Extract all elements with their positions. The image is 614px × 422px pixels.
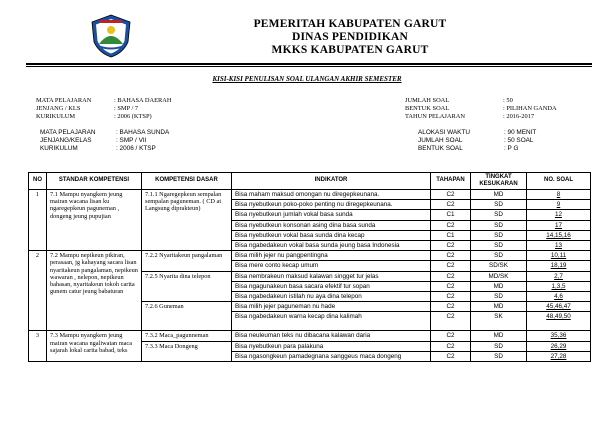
standar-kompetensi-cell: 7.2 Mampu nepikeun pikiran, perasaan, jg kahayang sacara lisan nyaritakeun pangalaman, nepikeun wawaran , nelepon, nepikeun bahasan, nyaritakeun tokoh carita gunem catur jeung babaturan [47,251,142,331]
header-rule-thick [26,63,592,65]
indikator-cell: Bisa mere conto kecap umum [232,261,431,271]
indikator-cell: Bisa nyebutkeun para palakuna [232,341,431,351]
tahapan-cell: C2 [431,200,471,210]
tingkat-cell: SK [471,312,527,331]
meta-key: KURIKULUM [40,145,78,153]
tahapan-cell: C2 [431,251,471,261]
tahapan-cell: C2 [431,271,471,281]
indikator-cell: Bisa ngabedakeun istilah nu aya dina telepon [232,292,431,302]
tingkat-cell: MD/SK [471,271,527,281]
meta-value: : P G [504,145,519,153]
meta-left-block-2 [40,129,169,154]
tingkat-cell: MD [471,281,527,291]
col-header-no: NO [29,173,47,190]
indikator-cell: Bisa milih jejer nu pangpentingna [232,251,431,261]
meta-value: : SMP / 7 [114,105,139,113]
tingkat-cell: SD [471,292,527,302]
tingkat-cell: MD [471,331,527,341]
meta-key: JUMLAH SOAL [405,97,450,104]
col-header-standar-kompetensi: STANDAR KOMPETENSI [47,173,142,190]
indikator-cell: Bisa nyebutkeun vokal basa sunda dina kecap [232,230,431,240]
garut-regency-emblem-icon [90,14,132,58]
header-line-2: DINAS PENDIDIKAN [292,31,408,43]
tingkat-cell: MD [471,302,527,312]
indikator-cell: Bisa nyebutkeun konsonan asing dina basa sunda [232,220,431,230]
meta-key: BENTUK SOAL [418,145,463,153]
kompetensi-dasar-cell: 7.3.2 Maca_pagunneman [142,331,232,341]
no-soal-cell: 14,15,16 [527,230,591,240]
tingkat-cell: SD [471,220,527,230]
indikator-cell: Bisa ngagunakeun basa sacara efektif tur sopan [232,281,431,291]
col-header-tingkat-kesukaran: TINGKAT KESUKARAN [471,173,527,190]
tingkat-cell: SD [471,351,527,361]
meta-key: JUMLAH SOAL [418,137,463,145]
tingkat-cell: SD [471,341,527,351]
tahapan-cell: C1 [431,210,471,220]
no-soal-cell: 48,49,50 [527,312,591,331]
indikator-cell: Bisa neuleuman teks nu dibacana kalawan daria [232,331,431,341]
no-soal-cell: 1,3,5 [527,281,591,291]
header-line-3: MKKS KABUPATEN GARUT [271,44,429,56]
kompetensi-dasar-cell: 7.2.2 Nyaritakeun pangalaman [142,251,232,271]
meta-value: : 90 MENIT [504,129,537,136]
no-soal-cell: 17 [527,220,591,230]
row-number: 3 [29,331,47,362]
tahapan-cell: C2 [431,241,471,251]
tingkat-cell: SD [471,210,527,220]
meta-value: : PILIHAN GANDA [503,105,557,113]
indikator-cell: Bisa nyebutkeun jumlah vokal basa sunda [232,210,431,220]
meta-key: JENJANG/KELAS [40,137,92,145]
indikator-cell: Bisa ngabedakeun vokal basa sunda jeung basa Indonesia [232,241,431,251]
tahapan-cell: C2 [431,220,471,230]
no-soal-cell: 12 [527,210,591,220]
meta-key: KURIKULUM [36,113,76,121]
meta-value: : SMP / VII [116,137,147,145]
meta-value: : 2006 (KTSP) [114,113,152,121]
tahapan-cell: C2 [431,292,471,302]
meta-key: BENTUK SOAL [405,105,450,113]
tahapan-cell: C2 [431,341,471,351]
tingkat-cell: SD [471,241,527,251]
document-title: KISI-KISI PENULISAN SOAL ULANGAN AKHIR SEMESTER [212,75,402,83]
tingkat-cell: SD [471,200,527,210]
indikator-cell: Bisa ngasongkeun pamadegnana sanggeus maca dongeng [232,351,431,361]
row-number: 1 [29,190,47,251]
col-header-kompetensi-dasar: KOMPETENSI DASAR [142,173,232,190]
meta-value: : 50 [503,97,513,104]
meta-value: : 2006 / KTSP [116,145,156,153]
tahapan-cell: C2 [431,281,471,291]
meta-right-block-2 [418,129,536,154]
col-header-tahapan: TAHAPAN [431,173,471,190]
no-soal-cell: 18,19 [527,261,591,271]
tingkat-cell: SD [471,251,527,261]
indikator-cell: Bisa ngabedakeun warna kecap dina kalimah [232,312,431,331]
no-soal-cell: 4,6 [527,292,591,302]
tahapan-cell: C2 [431,312,471,331]
kompetensi-dasar-cell: 7.2.6 Guneman [142,302,232,331]
no-soal-cell: 8 [527,190,591,200]
indikator-cell: Bisa nembrakeun maksud kalawan singget tur jelas [232,271,431,281]
meta-key: MATA PELAJARAN [36,97,92,104]
kompetensi-dasar-cell: 7.2.5 Nyarita dina telepon [142,271,232,302]
table-header-row [29,173,591,190]
tingkat-cell: SD/SK [471,261,527,271]
meta-key: ALOKASI WAKTU [418,129,470,136]
meta-left-block-1 [36,97,172,122]
meta-value: : BAHASA DAERAH [114,97,172,104]
meta-key: JENJANG / KLS [36,105,81,113]
tingkat-cell: MD [471,190,527,200]
tahapan-cell: C2 [431,190,471,200]
no-soal-cell: 27,28 [527,351,591,361]
header-titles [150,18,550,57]
meta-key: TAHUN PELAJARAN [405,113,466,121]
row-number: 2 [29,251,47,331]
no-soal-cell: 13 [527,241,591,251]
tahapan-cell: C2 [431,351,471,361]
meta-right-block-1 [405,97,557,122]
kisi-kisi-table [28,172,591,362]
meta-value: : BAHASA SUNDA [116,129,170,136]
kompetensi-dasar-cell: 7.3.3 Maca Dongeng [142,341,232,361]
tahapan-cell: C2 [431,302,471,312]
meta-value: : 50 SOAL [504,137,534,145]
no-soal-cell: 45,46,47 [527,302,591,312]
kompetensi-dasar-cell: 7.1.1 Ngaregepkeun sempalan sempalan paguneman. ( CD at Langsung diprakteun) [142,190,232,251]
col-header-no-soal: NO. SOAL [527,173,591,190]
tahapan-cell: C2 [431,261,471,271]
tahapan-cell: C1 [431,230,471,240]
no-soal-cell: 26,29 [527,341,591,351]
no-soal-cell: 9 [527,200,591,210]
tahapan-cell: C2 [431,331,471,341]
header-line-1: PEMERITAH KABUPATEN GARUT [253,18,447,30]
meta-key: MATA PELAJARAN [40,129,96,136]
tingkat-cell: SD [471,230,527,240]
standar-kompetensi-cell: 7.1 Mampu nyangkem jeung mairan wacana lisan ku ngaregepkeun paguneman , dongeng jeung pupujian [47,190,142,251]
header-rule-thin [26,66,592,67]
table-row [29,190,591,200]
indikator-cell: Bisa milih jejer paguneman nu hade [232,302,431,312]
indikator-cell: Bisa maham maksud omongan nu diregepkeunana. [232,190,431,200]
no-soal-cell: 10,11 [527,251,591,261]
col-header-indikator: INDIKATOR [232,173,431,190]
table-row [29,331,591,341]
standar-kompetensi-cell: 7.3 Mampu nyangkem jeung mairan wacana ngaliwatan maca sajarah lokal carita babad, teks [47,331,142,362]
indikator-cell: Bisa nyebutkeun poko-poko penting nu diregepkeunana. [232,200,431,210]
no-soal-cell: 2,7 [527,271,591,281]
table-row [29,251,591,261]
no-soal-cell: 35,36 [527,331,591,341]
meta-value: : 2016-2017 [503,113,535,121]
